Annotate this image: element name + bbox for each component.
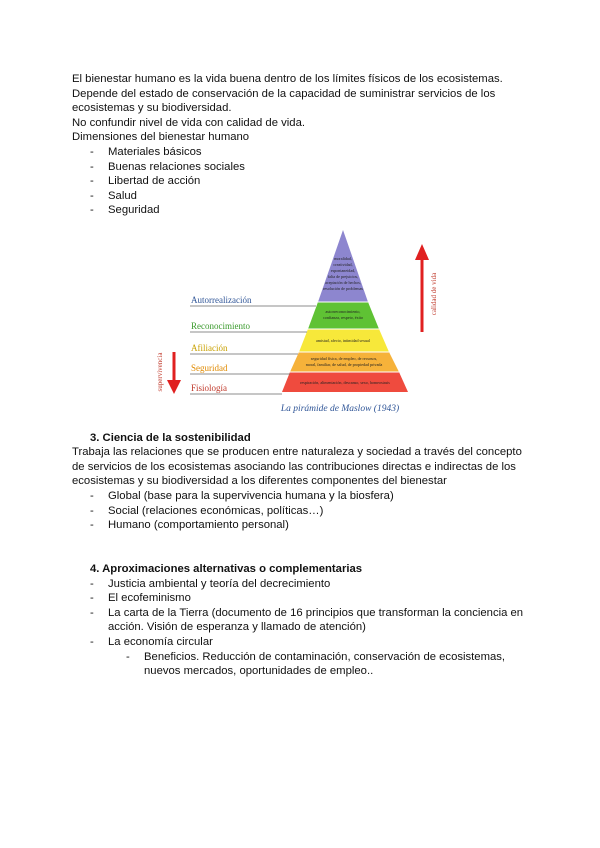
list-item: La economía circular bbox=[108, 636, 213, 648]
tier-text: creatividad, bbox=[333, 262, 353, 267]
list-bullet: - bbox=[90, 519, 94, 531]
tier-text: confianza, respeto, éxito bbox=[322, 315, 364, 320]
tier-text: autorreconocimiento, bbox=[325, 309, 361, 314]
list-item: Seguridad bbox=[108, 204, 160, 216]
list-item: Salud bbox=[108, 190, 137, 202]
down-arrow-icon bbox=[167, 352, 181, 394]
list-bullet: - bbox=[90, 190, 94, 202]
supervivencia-label: supervivencia bbox=[156, 352, 164, 392]
up-arrow-icon bbox=[415, 244, 429, 332]
list-bullet: - bbox=[90, 636, 94, 648]
tier-text: aceptación de hechos, bbox=[325, 280, 361, 285]
maslow-pyramid-figure bbox=[150, 222, 450, 418]
intro-line-1: El bienestar humano es la vida buena dentro de los límites físicos de los ecosistemas. bbox=[72, 73, 503, 85]
pyramid-label-seguridad: Seguridad bbox=[191, 363, 228, 373]
list-bullet: - bbox=[90, 204, 94, 216]
list-bullet: - bbox=[90, 146, 94, 158]
list-bullet: - bbox=[90, 175, 94, 187]
pyramid-label-reconocimiento: Reconocimiento bbox=[191, 321, 250, 331]
intro-line-4: No confundir nivel de vida con calidad de vida. bbox=[72, 117, 305, 129]
list-item: Justicia ambiental y teoría del decrecimiento bbox=[108, 578, 331, 590]
list-bullet: - bbox=[90, 490, 94, 502]
figure-caption: La pirámide de Maslow (1943) bbox=[280, 404, 400, 414]
list-item: Global (base para la supervivencia humana y la biosfera) bbox=[108, 490, 394, 502]
list-bullet: - bbox=[90, 505, 94, 517]
tier-text: resolución de problemas bbox=[322, 286, 364, 291]
section-3-title: 3. Ciencia de la sostenibilidad bbox=[90, 432, 251, 444]
sublist-item-continuation: nuevos mercados, oportunidades de empleo.. bbox=[144, 665, 374, 677]
section-4-title: 4. Aproximaciones alternativas o complementarias bbox=[90, 563, 363, 575]
list-bullet: - bbox=[90, 607, 94, 619]
list-item: Libertad de acción bbox=[108, 175, 201, 187]
tier-text: espontaneidad, bbox=[330, 268, 356, 273]
pyramid-label-fisiologia: Fisiología bbox=[191, 383, 228, 393]
list-item: Materiales básicos bbox=[108, 146, 202, 158]
intro-line-2: Depende del estado de conservación de la capacidad de suministrar servicios de los bbox=[72, 88, 496, 100]
pyramid-label-autorrealizacion: Autorrealización bbox=[191, 295, 252, 305]
list-bullet: - bbox=[90, 578, 94, 590]
sublist-bullet: - bbox=[126, 651, 130, 663]
tier-text: moral, familiar, de salud, de propiedad privada bbox=[305, 362, 383, 367]
list-bullet: - bbox=[90, 161, 94, 173]
section-3-line-1: Trabaja las relaciones que se producen entre naturaleza y sociedad a través del concepto bbox=[72, 446, 522, 458]
list-item: Social (relaciones económicas, políticas…) bbox=[108, 505, 324, 517]
tier-text: amistad, afecto, intimidad sexual bbox=[316, 338, 370, 343]
list-item: Buenas relaciones sociales bbox=[108, 161, 245, 173]
intro-line-3: ecosistemas y su biodiversidad. bbox=[72, 102, 232, 114]
tier-text: respiración, alimentación, descanso, sexo, homeostasis bbox=[300, 380, 390, 385]
section-3-line-3: ecosistemas y su biodiversidad a los diferentes componentes del bienestar bbox=[72, 475, 447, 487]
intro-line-5: Dimensiones del bienestar humano bbox=[72, 131, 250, 143]
list-item: El ecofeminismo bbox=[108, 592, 191, 604]
pyramid-label-afiliacion: Afiliación bbox=[191, 343, 228, 353]
calidad-de-vida-label: calidad de vida bbox=[430, 272, 438, 316]
list-item-continuation: acción. Visión de esperanza y llamado de atención) bbox=[108, 621, 366, 633]
section-3-line-2: de servicios de los ecosistemas asociando las contribuciones directas e indirectas de los bbox=[72, 461, 516, 473]
tier-text: seguridad física, de empleo, de recursos, bbox=[310, 356, 378, 361]
list-item: Humano (comportamiento personal) bbox=[108, 519, 289, 531]
tier-text: falta de prejuicios, bbox=[327, 274, 359, 279]
list-bullet: - bbox=[90, 592, 94, 604]
tier-text: moralidad, bbox=[334, 256, 352, 261]
sublist-item: Beneficios. Reducción de contaminación, conservación de ecosistemas, bbox=[144, 651, 506, 663]
list-item: La carta de la Tierra (documento de 16 principios que transforman la conciencia en bbox=[108, 607, 524, 619]
